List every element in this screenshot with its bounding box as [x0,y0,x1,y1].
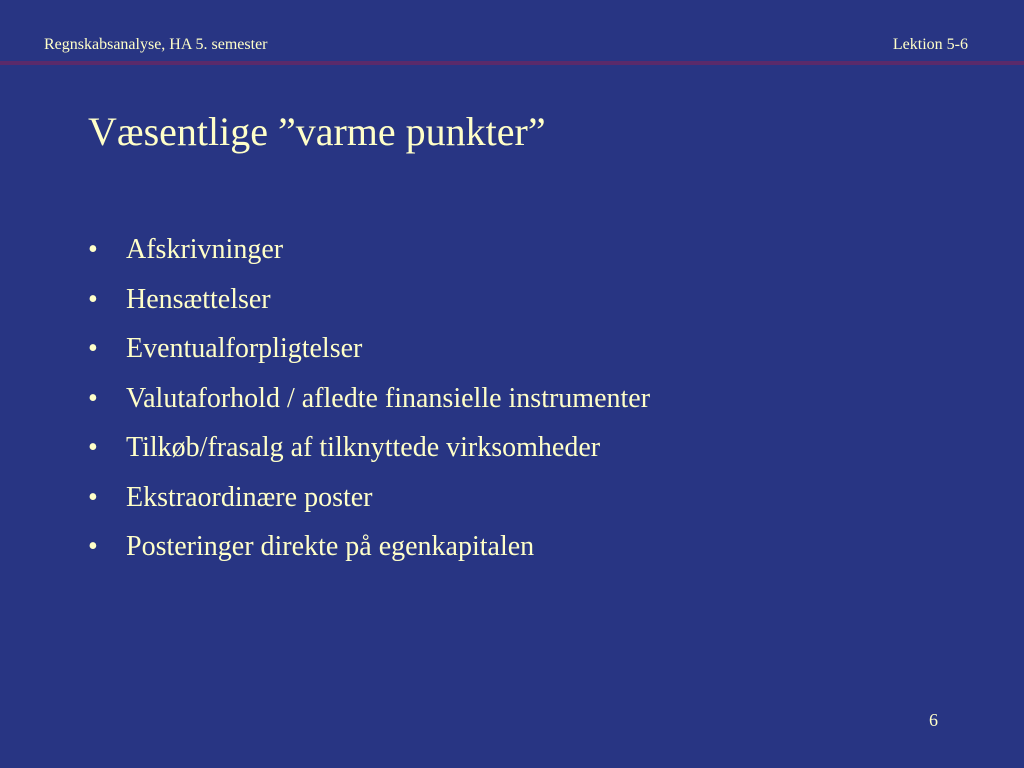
bullet-item [88,281,650,331]
bullet-marker: • [88,432,98,463]
course-header: Regnskabsanalyse, HA 5. semester [44,36,268,53]
bullet-text: Posteringer direkte på egenkapitalen [126,531,535,562]
bullet-marker: • [88,333,98,364]
bullet-marker: • [88,382,98,414]
bullet-item [88,380,650,430]
bullet-text: Hensættelser [126,283,271,315]
bullet-item [88,330,650,380]
bullet-list [88,231,650,578]
bullet-marker: • [88,234,98,265]
bullet-marker: • [88,481,98,513]
bullet-text: Valutaforhold / afledte finansielle instrumenter [126,382,651,414]
bullet-text: Eventualforpligtelser [126,333,363,364]
bullet-item [88,479,650,529]
bullet-item [88,231,650,281]
bullet-text: Tilkøb/frasalg af tilknyttede virksomheder [126,432,601,463]
bullet-text: Ekstraordinære poster [126,481,373,513]
lecture-header: Lektion 5-6 [892,36,968,53]
bullet-item [88,429,650,479]
page-number: 6 [929,710,938,730]
slide-title: Væsentlige ”varme punkter” [88,109,546,154]
bullet-item [88,528,650,578]
bullet-text: Afskrivninger [126,234,284,265]
header-divider [0,61,1024,65]
bullet-marker: • [88,283,98,315]
bullet-marker: • [88,531,98,562]
